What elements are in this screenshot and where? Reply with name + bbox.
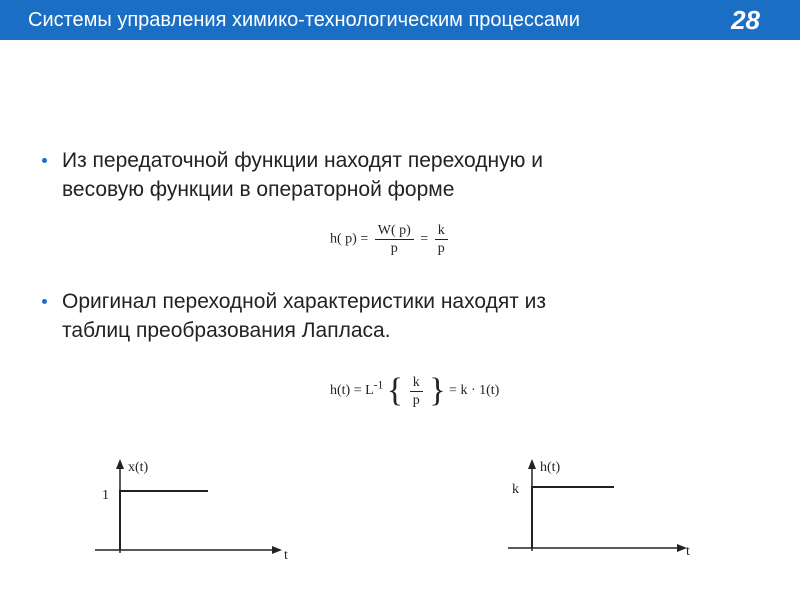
x-axis-label: t	[686, 544, 690, 559]
fraction	[435, 222, 448, 257]
graph-left	[90, 455, 310, 570]
level-label: 1	[102, 488, 109, 503]
superscript: -1	[373, 378, 384, 392]
bullet-dot-icon	[42, 158, 47, 163]
level-label: k	[512, 482, 519, 497]
x-axis-label: t	[284, 548, 288, 563]
brace-right: }	[429, 372, 446, 409]
graph-right	[500, 455, 720, 570]
equals-sign: =	[420, 231, 429, 247]
slide-title: Системы управления химико-технологическим процессами	[28, 9, 580, 31]
formula-lhs: h( p) =	[330, 231, 369, 247]
y-axis-arrow-icon	[528, 459, 536, 469]
numerator: W( p)	[375, 222, 414, 240]
denominator: p	[390, 241, 398, 256]
brace-left: {	[386, 372, 404, 409]
numerator: k	[410, 374, 423, 392]
fraction	[410, 374, 423, 409]
denominator: p	[412, 392, 420, 408]
formula-lhs: h(t) = L	[330, 383, 374, 399]
bullet-line: Оригинал переходной характеристики находят из	[62, 290, 547, 313]
bullet-text	[62, 287, 762, 345]
bullet-line: весовую функции в операторной форме	[62, 178, 455, 201]
slide-header	[0, 0, 800, 40]
x-axis-arrow-icon	[272, 546, 282, 554]
formula-laplace	[330, 372, 499, 410]
denominator: p	[437, 241, 445, 256]
slide-number: 28	[731, 5, 760, 35]
step-line	[120, 491, 208, 550]
y-axis-arrow-icon	[116, 459, 124, 469]
formula-rhs: = k · 1(t)	[449, 383, 500, 399]
y-axis-label: x(t)	[128, 460, 149, 475]
y-axis-label: h(t)	[540, 460, 561, 475]
step-line	[532, 487, 614, 548]
bullet-dot-icon	[42, 299, 47, 304]
bullet-line: таблиц преобразования Лапласа.	[62, 319, 391, 342]
bullet-line: Из передаточной функции находят переходную и	[62, 149, 543, 172]
fraction	[375, 222, 414, 257]
numerator: k	[435, 222, 448, 240]
formula-transfer	[330, 222, 451, 257]
bullet-text	[62, 146, 762, 204]
